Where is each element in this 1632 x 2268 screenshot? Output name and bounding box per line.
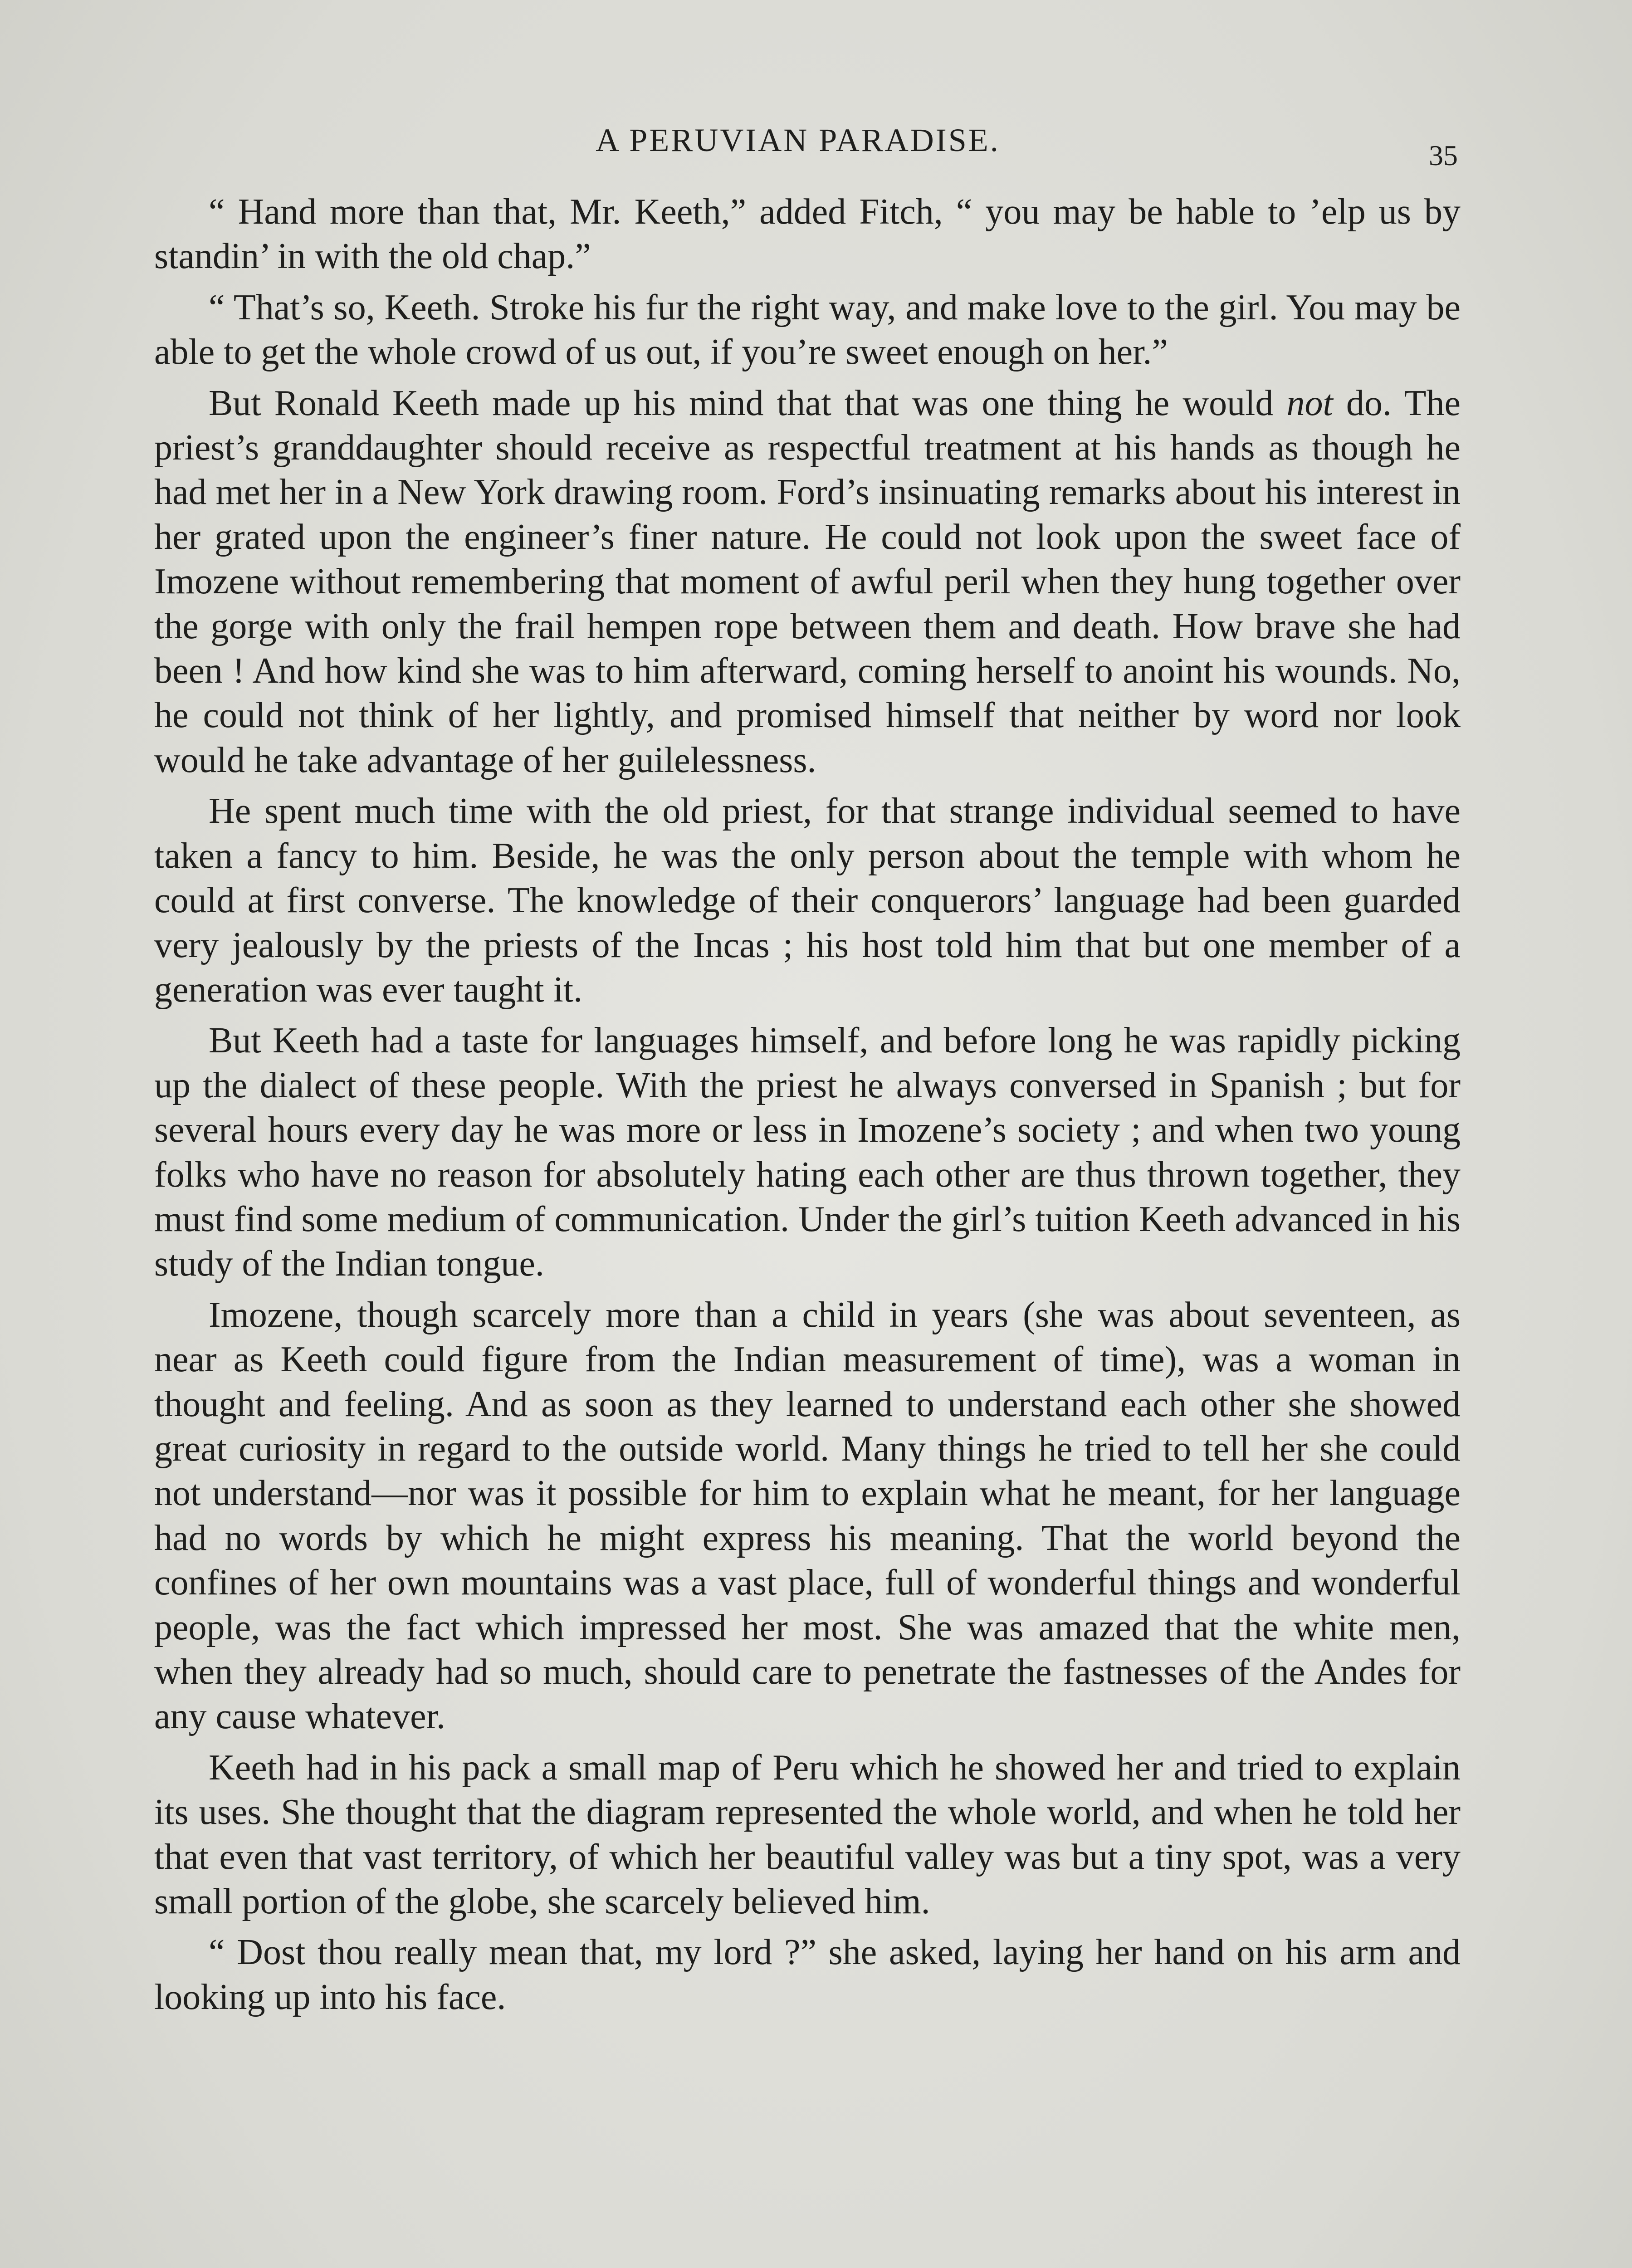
paragraph-4: He spent much time with the old priest, for that strange individual seemed to have taken a fancy to him. Beside, he was the only person about the temple with whom he could at first converse. The knowledge of their conquerors’ language had been guarded very jealously by the priests of the Incas ; his host told him that but one member of a generation was ever taught it. [154,791,1461,1010]
paragraph-7: Keeth had in his pack a small map of Peru which he showed her and tried to explain its uses. She thought that the diagram represented the whole world, and when he told her that even that vast territory, of which her beautiful valley was but a tiny spot, was a very small portion of the globe, she scarcely believed him. [154,1747,1461,1922]
paragraph-2: “ That’s so, Keeth. Stroke his fur the right way, and make love to the girl. You may be able to get the whole crowd of us out, if you’re sweet enough on her.” [154,287,1461,372]
paragraph-3-after: do. The priest’s granddaughter should receive as respectful treatment at his hands as though he had met her in a New York drawing room. Ford’s insinuating remarks about his interest in her grated upon the engineer’s finer nature. He could not look upon the sweet face of Imozene without remembering that moment of awful peril when they hung together over the gorge with only the frail hempen rope between them and death. How brave she had been ! And how kind she was to him afterward, coming herself to anoint his wounds. No, he could not think of her lightly, and promised himself that neither by word nor look would he take advantage of her guilelessness. [154,383,1461,780]
paragraph-1: “ Hand more than that, Mr. Keeth,” added Fitch, “ you may be hable to ’elp us by standin’ in with the old chap.” [154,192,1461,277]
paragraph-5: But Keeth had a taste for languages himself, and before long he was rapidly picking up the dialect of these people. With the priest he always conversed in Spanish ; but for several hours every day he was more or less in Imozene’s society ; and when two young folks who have no reason for absolutely hating each other are thus thrown together, they must find some medium of communication. Under the girl’s tuition Keeth advanced in his study of the Indian tongue. [154,1021,1461,1284]
body-text [154,190,1461,2019]
running-title: A PERUVIAN PARADISE. [596,122,1000,158]
paragraph-3 [154,381,1461,783]
page-number: 35 [1429,139,1458,171]
paragraph-6: Imozene, though scarcely more than a child in years (she was about seventeen, as near as Keeth could figure from the Indian measurement of time), was a woman in thought and feeling. And as soon as they learned to understand each other she showed great curiosity in regard to the outside world. Many things he tried to tell her she could not understand—nor was it possible for him to explain what he meant, for her language had no words by which he might express his meaning. That the world beyond the confines of her own mountains was a vast place, full of wonderful things and wonderful people, was the fact which impressed her most. She was amazed that the white men, when they already had so much, should care to penetrate the fastnesses of the Andes for any cause whatever. [154,1295,1461,1737]
paragraph-3-before: But Ronald Keeth made up his mind that that was one thing he would [209,383,1287,423]
paragraph-8: “ Dost thou really mean that, my lord ?” she asked, laying her hand on his arm and looking up into his face. [154,1932,1461,2017]
emphasis-not: not [1286,383,1333,423]
